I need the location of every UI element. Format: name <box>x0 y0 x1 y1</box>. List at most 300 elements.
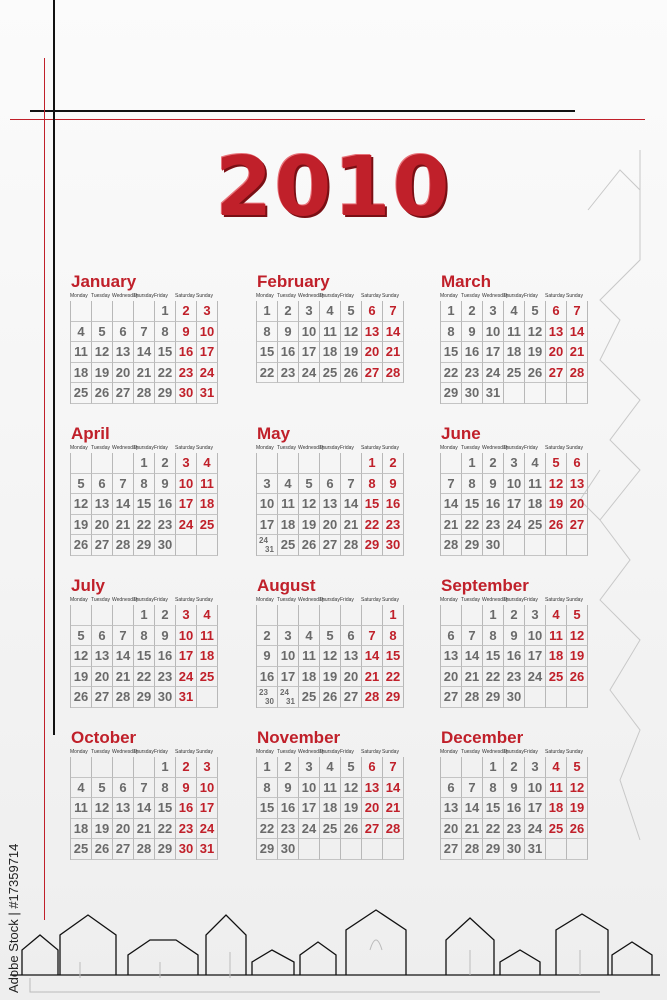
day-cell: 18 <box>525 494 546 515</box>
day-cell: 28 <box>113 687 134 708</box>
weekday-label: Saturday <box>545 293 566 299</box>
day-cell: 17 <box>278 667 299 688</box>
day-cell: 10 <box>483 322 504 343</box>
empty-cell <box>383 839 404 860</box>
day-cell: 29 <box>483 687 504 708</box>
weekday-header <box>256 596 428 605</box>
day-cell: 8 <box>155 322 176 343</box>
empty-cell <box>462 757 483 778</box>
month-may <box>256 424 428 556</box>
day-cell: 1 <box>383 605 404 626</box>
day-cell: 31 <box>525 839 546 860</box>
weekday-label: Sunday <box>382 597 399 603</box>
day-cell: 17 <box>299 342 320 363</box>
stock-watermark: Adobe Stock | #17359714 <box>6 843 21 993</box>
day-cell: 11 <box>278 494 299 515</box>
day-cell: 28 <box>383 819 404 840</box>
day-cell: 14 <box>462 798 483 819</box>
weekday-label: Saturday <box>545 445 566 451</box>
day-cell: 12 <box>299 494 320 515</box>
day-cell: 28 <box>462 687 483 708</box>
day-cell: 24 <box>525 667 546 688</box>
day-cell: 25 <box>504 363 525 384</box>
weekday-label: Friday <box>340 293 354 299</box>
day-cell: 16 <box>504 798 525 819</box>
weekday-label: Monday <box>440 445 458 451</box>
weekday-header <box>256 292 428 301</box>
weekday-label: Tuesday <box>91 749 110 755</box>
day-cell: 24 <box>197 363 218 384</box>
day-cell: 28 <box>134 383 155 404</box>
day-cell: 8 <box>462 474 483 495</box>
day-cell: 26 <box>341 363 362 384</box>
weekday-label: Tuesday <box>91 445 110 451</box>
day-cell: 5 <box>71 474 92 495</box>
weekday-header <box>440 596 612 605</box>
day-cell: 29 <box>462 535 483 556</box>
weekday-label: Monday <box>70 293 88 299</box>
day-cell: 4 <box>197 605 218 626</box>
day-cell: 2 <box>155 605 176 626</box>
day-cell: 6 <box>441 626 462 647</box>
day-cell: 17 <box>176 646 197 667</box>
day-cell: 15 <box>441 342 462 363</box>
weekday-label: Saturday <box>175 445 196 451</box>
weekday-label: Friday <box>154 293 168 299</box>
weekday-label: Thursday <box>133 293 154 299</box>
day-cell: 4 <box>71 778 92 799</box>
weekday-label: Monday <box>70 445 88 451</box>
day-cell: 8 <box>155 778 176 799</box>
day-cell: 19 <box>92 819 113 840</box>
empty-cell <box>546 535 567 556</box>
day-number: 24 <box>280 688 289 697</box>
weekday-label: Wednesday <box>112 597 139 603</box>
weekday-label: Friday <box>154 445 168 451</box>
day-grid <box>70 757 242 860</box>
day-cell: 2 <box>278 301 299 322</box>
weekday-label: Tuesday <box>461 293 480 299</box>
day-cell: 25 <box>546 667 567 688</box>
day-cell: 16 <box>462 342 483 363</box>
empty-cell <box>504 535 525 556</box>
day-cell: 21 <box>134 363 155 384</box>
day-cell: 12 <box>525 322 546 343</box>
day-cell: 22 <box>257 819 278 840</box>
day-cell: 18 <box>299 667 320 688</box>
day-cell: 31 <box>197 839 218 860</box>
day-cell: 8 <box>383 626 404 647</box>
day-cell: 13 <box>320 494 341 515</box>
day-cell: 9 <box>155 474 176 495</box>
day-cell: 14 <box>383 778 404 799</box>
day-cell: 1 <box>134 605 155 626</box>
day-cell: 8 <box>134 626 155 647</box>
day-cell: 21 <box>341 515 362 536</box>
day-cell: 1 <box>257 757 278 778</box>
empty-cell <box>71 301 92 322</box>
empty-cell <box>299 839 320 860</box>
day-cell: 4 <box>504 301 525 322</box>
empty-cell <box>362 605 383 626</box>
day-cell: 12 <box>567 626 588 647</box>
day-cell: 14 <box>341 494 362 515</box>
day-cell: 30 <box>278 839 299 860</box>
day-cell: 19 <box>71 515 92 536</box>
day-cell: 17 <box>525 798 546 819</box>
day-cell: 19 <box>341 798 362 819</box>
weekday-header <box>70 596 242 605</box>
weekday-label: Thursday <box>319 749 340 755</box>
month-name: November <box>257 728 341 747</box>
day-cell: 6 <box>362 301 383 322</box>
day-cell: 29 <box>483 839 504 860</box>
weekday-header <box>440 748 612 757</box>
day-cell: 2 <box>504 757 525 778</box>
day-cell: 27 <box>567 515 588 536</box>
weekday-label: Thursday <box>503 293 524 299</box>
day-cell: 4 <box>546 605 567 626</box>
day-cell: 26 <box>299 535 320 556</box>
weekday-label: Thursday <box>319 293 340 299</box>
empty-cell <box>257 453 278 474</box>
day-cell: 16 <box>504 646 525 667</box>
weekday-label: Friday <box>524 293 538 299</box>
day-cell: 18 <box>320 798 341 819</box>
weekday-label: Thursday <box>503 749 524 755</box>
weekday-label: Monday <box>256 293 274 299</box>
day-cell: 27 <box>441 839 462 860</box>
day-cell: 12 <box>92 798 113 819</box>
day-cell: 24 <box>176 515 197 536</box>
day-cell: 9 <box>483 474 504 495</box>
day-cell: 19 <box>341 342 362 363</box>
day-cell: 20 <box>441 667 462 688</box>
month-name: February <box>257 272 330 291</box>
month-october <box>70 728 242 860</box>
weekday-header <box>440 444 612 453</box>
weekday-label: Thursday <box>319 597 340 603</box>
day-cell: 8 <box>257 778 278 799</box>
month-march <box>440 272 612 404</box>
day-cell: 26 <box>341 819 362 840</box>
day-cell: 18 <box>278 515 299 536</box>
day-cell: 13 <box>341 646 362 667</box>
day-cell: 27 <box>441 687 462 708</box>
month-name: January <box>71 272 137 291</box>
day-cell: 19 <box>92 363 113 384</box>
day-cell: 20 <box>92 667 113 688</box>
day-cell: 17 <box>197 342 218 363</box>
day-cell: 25 <box>299 687 320 708</box>
weekday-label: Saturday <box>175 293 196 299</box>
weekday-label: Sunday <box>196 293 213 299</box>
day-cell: 30 <box>483 535 504 556</box>
day-cell: 27 <box>92 687 113 708</box>
day-cell: 1 <box>155 301 176 322</box>
weekday-label: Wednesday <box>112 445 139 451</box>
day-cell: 18 <box>197 494 218 515</box>
day-cell: 30 <box>176 383 197 404</box>
weekday-label: Tuesday <box>277 749 296 755</box>
day-cell: 28 <box>462 839 483 860</box>
day-number: 31 <box>265 545 274 554</box>
day-cell: 6 <box>113 778 134 799</box>
day-cell: 23 <box>155 515 176 536</box>
day-cell: 12 <box>92 342 113 363</box>
day-cell: 11 <box>546 626 567 647</box>
day-cell: 22 <box>155 819 176 840</box>
day-cell: 8 <box>257 322 278 343</box>
day-cell: 31 <box>197 383 218 404</box>
day-cell: 27 <box>113 839 134 860</box>
day-cell: 28 <box>383 363 404 384</box>
day-cell: 3 <box>176 453 197 474</box>
day-cell: 26 <box>320 687 341 708</box>
day-cell: 22 <box>362 515 383 536</box>
day-cell: 11 <box>197 474 218 495</box>
empty-cell <box>71 757 92 778</box>
day-cell: 10 <box>176 474 197 495</box>
day-cell: 1 <box>155 757 176 778</box>
day-cell: 30 <box>504 839 525 860</box>
day-cell: 19 <box>546 494 567 515</box>
day-cell: 3 <box>299 757 320 778</box>
day-cell: 22 <box>257 363 278 384</box>
weekday-label: Thursday <box>503 597 524 603</box>
day-cell: 23 <box>155 667 176 688</box>
day-cell: 15 <box>257 798 278 819</box>
day-cell: 1 <box>483 605 504 626</box>
empty-cell <box>441 453 462 474</box>
day-cell: 5 <box>320 626 341 647</box>
day-cell: 23 <box>483 515 504 536</box>
day-cell: 18 <box>546 646 567 667</box>
weekday-label: Sunday <box>196 749 213 755</box>
day-cell: 5 <box>92 778 113 799</box>
day-cell: 23 <box>504 667 525 688</box>
day-cell <box>257 687 278 708</box>
day-cell: 9 <box>176 322 197 343</box>
day-cell: 14 <box>113 494 134 515</box>
day-cell: 14 <box>441 494 462 515</box>
weekday-label: Saturday <box>175 597 196 603</box>
day-cell: 24 <box>483 363 504 384</box>
weekday-header <box>70 444 242 453</box>
day-cell <box>257 535 278 556</box>
day-cell: 20 <box>441 819 462 840</box>
empty-cell <box>320 453 341 474</box>
day-cell: 13 <box>441 646 462 667</box>
day-cell: 7 <box>362 626 383 647</box>
empty-cell <box>504 383 525 404</box>
day-cell: 16 <box>257 667 278 688</box>
day-cell: 5 <box>341 301 362 322</box>
day-cell: 3 <box>197 301 218 322</box>
day-cell: 7 <box>441 474 462 495</box>
month-august <box>256 576 428 708</box>
weekday-label: Saturday <box>175 749 196 755</box>
month-name: September <box>441 576 529 595</box>
day-cell: 4 <box>320 757 341 778</box>
day-cell: 2 <box>462 301 483 322</box>
day-cell: 13 <box>113 798 134 819</box>
day-cell: 11 <box>320 778 341 799</box>
day-cell: 12 <box>341 322 362 343</box>
month-name: July <box>71 576 106 595</box>
day-cell: 27 <box>362 363 383 384</box>
weekday-label: Wednesday <box>298 749 325 755</box>
weekday-header <box>70 292 242 301</box>
day-cell: 29 <box>134 687 155 708</box>
weekday-label: Monday <box>70 749 88 755</box>
day-cell: 11 <box>504 322 525 343</box>
day-cell: 1 <box>462 453 483 474</box>
day-cell: 28 <box>113 535 134 556</box>
weekday-label: Friday <box>154 749 168 755</box>
month-january <box>70 272 242 404</box>
month-february <box>256 272 428 383</box>
day-cell: 21 <box>113 515 134 536</box>
weekday-label: Monday <box>256 749 274 755</box>
day-cell: 14 <box>134 342 155 363</box>
day-cell: 9 <box>462 322 483 343</box>
weekday-label: Saturday <box>545 597 566 603</box>
day-cell: 23 <box>504 819 525 840</box>
day-cell: 3 <box>525 605 546 626</box>
day-cell: 8 <box>483 778 504 799</box>
day-cell: 5 <box>92 322 113 343</box>
day-cell: 30 <box>462 383 483 404</box>
empty-cell <box>113 605 134 626</box>
empty-cell <box>278 605 299 626</box>
weekday-label: Saturday <box>361 749 382 755</box>
day-cell: 3 <box>278 626 299 647</box>
weekday-label: Sunday <box>196 597 213 603</box>
day-cell: 14 <box>462 646 483 667</box>
day-cell: 22 <box>155 363 176 384</box>
empty-cell <box>546 383 567 404</box>
day-cell: 7 <box>462 626 483 647</box>
day-cell: 7 <box>134 322 155 343</box>
day-cell: 2 <box>383 453 404 474</box>
day-cell: 27 <box>113 383 134 404</box>
weekday-label: Wednesday <box>112 293 139 299</box>
day-cell: 13 <box>362 778 383 799</box>
empty-cell <box>320 839 341 860</box>
empty-cell <box>462 605 483 626</box>
day-cell: 21 <box>134 819 155 840</box>
day-cell: 13 <box>92 646 113 667</box>
empty-cell <box>441 757 462 778</box>
empty-cell <box>567 839 588 860</box>
day-cell: 21 <box>462 667 483 688</box>
day-cell: 10 <box>197 322 218 343</box>
empty-cell <box>525 383 546 404</box>
day-cell: 26 <box>92 839 113 860</box>
day-cell: 10 <box>176 626 197 647</box>
day-cell: 21 <box>383 798 404 819</box>
day-cell: 26 <box>71 687 92 708</box>
day-cell: 10 <box>299 778 320 799</box>
day-cell: 25 <box>278 535 299 556</box>
day-cell: 30 <box>383 535 404 556</box>
day-cell: 30 <box>176 839 197 860</box>
day-cell: 4 <box>278 474 299 495</box>
day-cell: 22 <box>441 363 462 384</box>
day-grid <box>256 301 428 383</box>
weekday-label: Sunday <box>382 749 399 755</box>
day-cell: 3 <box>483 301 504 322</box>
weekday-label: Tuesday <box>277 597 296 603</box>
day-cell: 15 <box>257 342 278 363</box>
empty-cell <box>71 605 92 626</box>
day-cell: 29 <box>383 687 404 708</box>
day-cell: 18 <box>504 342 525 363</box>
day-grid <box>70 453 242 556</box>
weekday-label: Tuesday <box>461 749 480 755</box>
weekday-label: Friday <box>524 597 538 603</box>
day-number: 31 <box>286 697 295 706</box>
day-cell: 20 <box>362 798 383 819</box>
month-name: April <box>71 424 110 443</box>
weekday-label: Tuesday <box>277 445 296 451</box>
day-cell: 24 <box>525 819 546 840</box>
day-cell: 17 <box>257 515 278 536</box>
weekday-label: Friday <box>524 749 538 755</box>
day-cell: 4 <box>320 301 341 322</box>
day-cell: 19 <box>71 667 92 688</box>
year-title: 2010 <box>215 140 452 235</box>
month-name: March <box>441 272 492 291</box>
month-july <box>70 576 242 708</box>
day-cell: 23 <box>462 363 483 384</box>
day-cell: 10 <box>504 474 525 495</box>
day-cell: 2 <box>278 757 299 778</box>
weekday-label: Thursday <box>133 749 154 755</box>
weekday-label: Tuesday <box>91 597 110 603</box>
weekday-label: Tuesday <box>461 445 480 451</box>
empty-cell <box>113 453 134 474</box>
day-cell: 9 <box>504 626 525 647</box>
day-cell: 10 <box>299 322 320 343</box>
day-grid <box>70 605 242 708</box>
day-cell: 27 <box>92 535 113 556</box>
day-cell: 11 <box>197 626 218 647</box>
weekday-label: Saturday <box>545 749 566 755</box>
day-cell: 26 <box>92 383 113 404</box>
empty-cell <box>299 605 320 626</box>
day-cell: 24 <box>299 363 320 384</box>
day-cell: 20 <box>567 494 588 515</box>
weekday-label: Sunday <box>382 293 399 299</box>
weekday-header <box>440 292 612 301</box>
weekday-header <box>70 748 242 757</box>
day-cell: 16 <box>176 798 197 819</box>
day-cell: 23 <box>383 515 404 536</box>
empty-cell <box>113 757 134 778</box>
day-cell: 16 <box>383 494 404 515</box>
day-cell: 2 <box>504 605 525 626</box>
day-cell: 7 <box>567 301 588 322</box>
day-cell: 4 <box>546 757 567 778</box>
day-cell: 23 <box>176 819 197 840</box>
weekday-label: Sunday <box>566 597 583 603</box>
day-cell: 3 <box>504 453 525 474</box>
day-cell: 4 <box>197 453 218 474</box>
day-cell: 30 <box>155 535 176 556</box>
day-cell: 25 <box>197 515 218 536</box>
